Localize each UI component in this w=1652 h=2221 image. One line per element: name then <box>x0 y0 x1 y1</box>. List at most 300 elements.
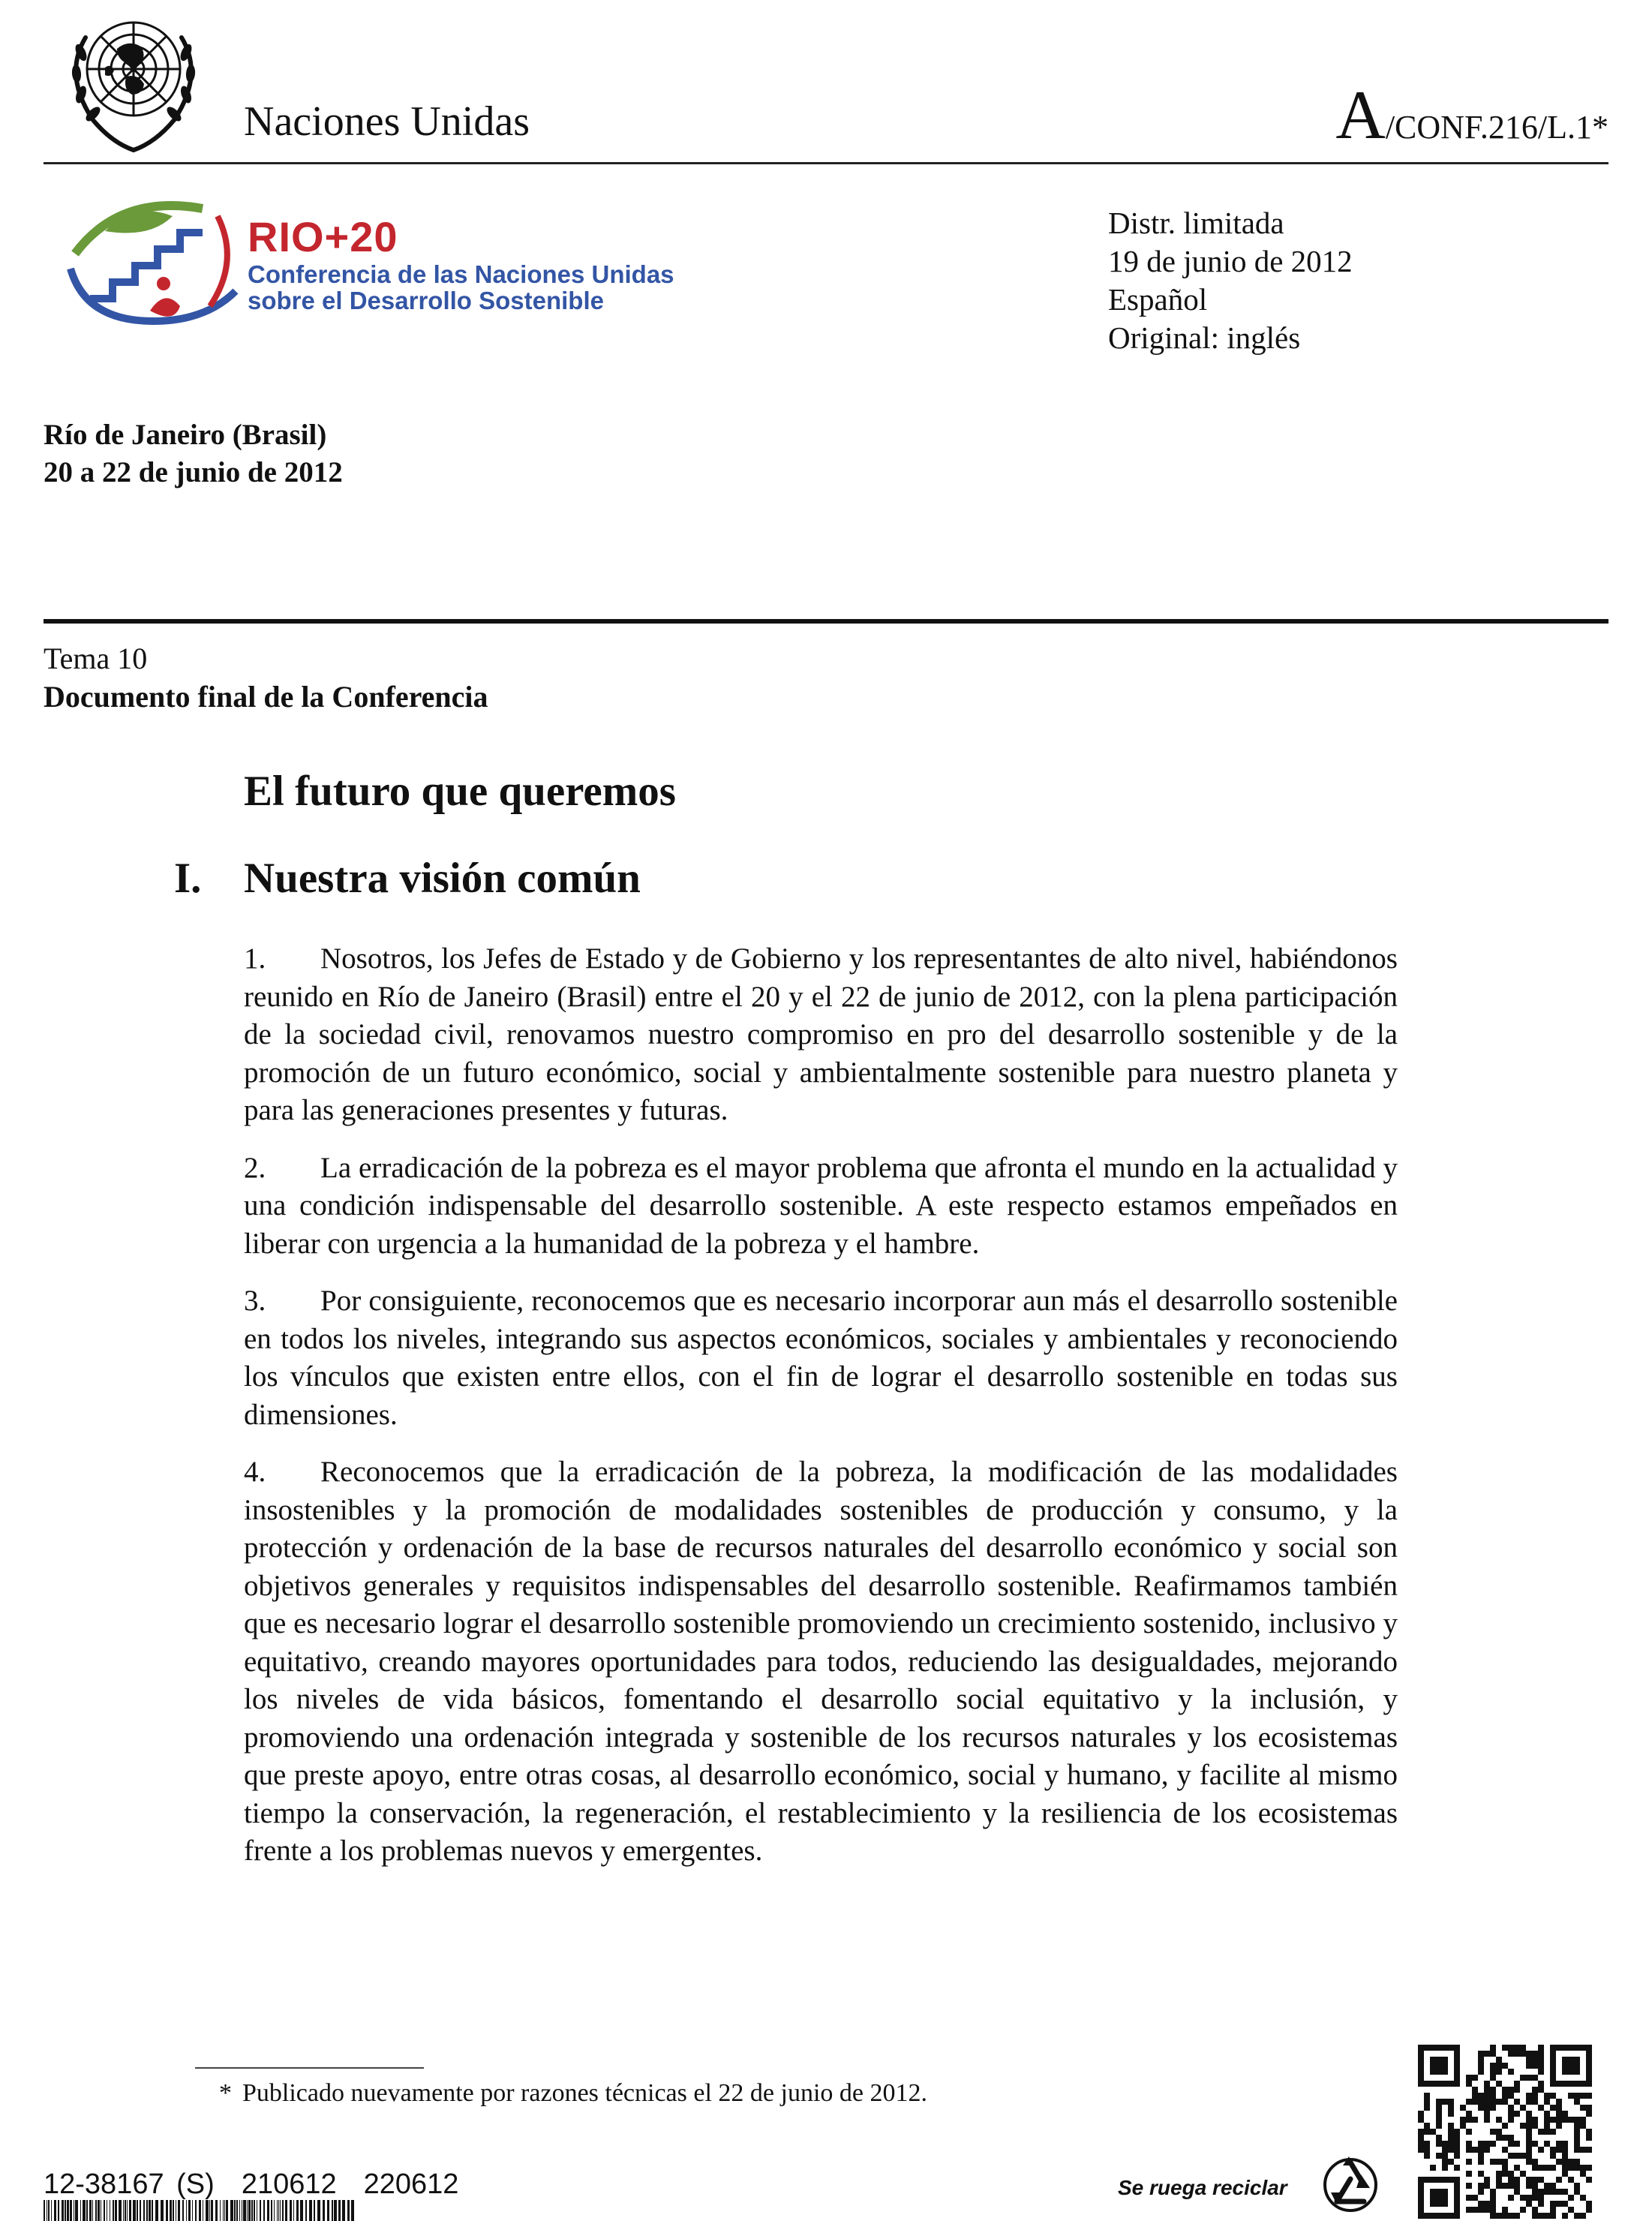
qr-module <box>1574 2069 1580 2075</box>
section-divider <box>44 619 1608 624</box>
qr-module <box>1448 2045 1454 2051</box>
qr-module <box>1556 2147 1562 2153</box>
qr-module <box>1544 2165 1550 2171</box>
organization-name: Naciones Unidas <box>244 98 530 145</box>
paragraph-2 <box>244 1150 1398 1264</box>
qr-module <box>1550 2063 1556 2069</box>
qr-module <box>1430 2165 1436 2171</box>
qr-module <box>1562 2153 1568 2159</box>
qr-module <box>1508 2183 1514 2189</box>
qr-module <box>1568 2081 1574 2087</box>
qr-module <box>1454 2207 1460 2213</box>
barcode-bar <box>271 2200 272 2221</box>
qr-module <box>1580 2171 1586 2177</box>
qr-module <box>1418 2117 1424 2123</box>
qr-module <box>1550 2129 1556 2135</box>
qr-module <box>1478 2171 1484 2177</box>
qr-module <box>1514 2153 1520 2159</box>
qr-module <box>1466 2195 1472 2201</box>
qr-module <box>1574 2063 1580 2069</box>
qr-module <box>1586 2045 1592 2051</box>
barcode-bar <box>293 2200 294 2221</box>
qr-module <box>1478 2141 1484 2147</box>
qr-module <box>1526 2147 1532 2153</box>
qr-module <box>1556 2081 1562 2087</box>
qr-module <box>1472 2099 1478 2105</box>
qr-module <box>1478 2147 1484 2153</box>
qr-module <box>1502 2135 1508 2141</box>
qr-module <box>1466 2141 1472 2147</box>
barcode-bar <box>211 2200 213 2221</box>
qr-module <box>1454 2057 1460 2063</box>
qr-module <box>1418 2063 1424 2069</box>
qr-module <box>1430 2129 1436 2135</box>
qr-module <box>1580 2147 1586 2153</box>
qr-module <box>1520 2105 1526 2111</box>
barcode-bar <box>277 2200 278 2221</box>
qr-module <box>1436 2153 1442 2159</box>
barcode-bar <box>247 2200 248 2221</box>
qr-module <box>1526 2195 1532 2201</box>
qr-module <box>1442 2177 1448 2183</box>
qr-module <box>1418 2141 1424 2147</box>
qr-module <box>1568 2159 1574 2165</box>
qr-module <box>1418 2111 1424 2117</box>
qr-module <box>1442 2159 1448 2165</box>
qr-module <box>1532 2213 1538 2219</box>
qr-module <box>1436 2117 1442 2123</box>
qr-module <box>1562 2081 1568 2087</box>
qr-module <box>1454 2147 1460 2153</box>
qr-module <box>1496 2117 1502 2123</box>
barcode-bar <box>44 2200 45 2221</box>
qr-module <box>1418 2135 1424 2141</box>
qr-module <box>1424 2213 1430 2219</box>
qr-module <box>1556 2177 1562 2183</box>
qr-module <box>1502 2087 1508 2093</box>
qr-module <box>1490 2045 1496 2051</box>
qr-module <box>1532 2207 1538 2213</box>
barcode-bar <box>251 2200 253 2221</box>
qr-module <box>1544 2183 1550 2189</box>
paragraph-4 <box>244 1453 1398 1871</box>
qr-module <box>1436 2213 1442 2219</box>
qr-module <box>1544 2189 1550 2195</box>
qr-module <box>1532 2123 1538 2129</box>
barcode-bar <box>195 2200 197 2221</box>
barcode-bar <box>263 2200 265 2221</box>
barcode-bar <box>80 2200 81 2221</box>
qr-module <box>1424 2081 1430 2087</box>
qr-module <box>1514 2177 1520 2183</box>
qr-module <box>1418 2201 1424 2207</box>
qr-module <box>1478 2153 1484 2159</box>
qr-module <box>1556 2123 1562 2129</box>
qr-module <box>1448 2135 1454 2141</box>
barcode-bar <box>305 2200 307 2221</box>
barcode-bar <box>351 2200 354 2221</box>
qr-module <box>1442 2195 1448 2201</box>
qr-module <box>1562 2159 1568 2165</box>
qr-module <box>1586 2135 1592 2141</box>
qr-module <box>1568 2207 1574 2213</box>
qr-module <box>1424 2153 1430 2159</box>
qr-module <box>1442 2201 1448 2207</box>
agenda-title: Documento final de la Conferencia <box>44 680 488 714</box>
qr-module <box>1508 2069 1514 2075</box>
footnote-mark: * <box>219 2079 232 2107</box>
qr-module <box>1466 2147 1472 2153</box>
qr-module <box>1442 2189 1448 2195</box>
barcode-bar <box>236 2200 238 2221</box>
barcode-bar <box>75 2200 78 2221</box>
header-divider <box>44 162 1608 164</box>
job-date1: 210612 <box>241 2168 337 2200</box>
qr-module <box>1454 2213 1460 2219</box>
barcode-bar <box>338 2200 341 2221</box>
qr-module <box>1508 2171 1514 2177</box>
barcode-bar <box>129 2200 131 2221</box>
qr-module <box>1418 2183 1424 2189</box>
qr-module <box>1502 2093 1508 2099</box>
barcode-bar <box>327 2200 329 2221</box>
qr-module <box>1526 2123 1532 2129</box>
barcode-bar <box>309 2200 312 2221</box>
barcode-bar <box>170 2200 172 2221</box>
barcode-bar <box>199 2200 201 2221</box>
qr-module <box>1490 2105 1496 2111</box>
qr-module <box>1484 2147 1490 2153</box>
qr-module <box>1568 2117 1574 2123</box>
qr-module <box>1562 2165 1568 2171</box>
qr-module <box>1556 2117 1562 2123</box>
job-code: 12-38167 (S) <box>44 2168 215 2200</box>
rio20-title: RIO+20 <box>248 213 398 260</box>
qr-module <box>1484 2087 1490 2093</box>
barcode-bar <box>127 2200 128 2221</box>
qr-module <box>1574 2189 1580 2195</box>
barcode-bar <box>239 2200 240 2221</box>
qr-module <box>1502 2123 1508 2129</box>
qr-module <box>1424 2141 1430 2147</box>
rio20-subtitle-line1: Conferencia de las Naciones Unidas <box>248 260 674 288</box>
qr-module <box>1532 2189 1538 2195</box>
qr-module <box>1448 2099 1454 2105</box>
qr-module <box>1532 2093 1538 2099</box>
qr-module <box>1436 2195 1442 2201</box>
qr-module <box>1490 2195 1496 2201</box>
barcode-bar <box>188 2200 191 2221</box>
qr-module <box>1532 2099 1538 2105</box>
qr-module <box>1430 2189 1436 2195</box>
barcode-bar <box>133 2200 136 2221</box>
qr-module <box>1520 2075 1526 2081</box>
qr-module <box>1484 2105 1490 2111</box>
qr-module <box>1424 2177 1430 2183</box>
qr-module <box>1538 2057 1544 2063</box>
barcode-bar <box>173 2200 174 2221</box>
paragraph-1 <box>244 940 1398 1130</box>
barcode-bar <box>280 2200 281 2221</box>
barcode-bar <box>215 2200 218 2221</box>
qr-module <box>1502 2063 1508 2069</box>
qr-module <box>1502 2147 1508 2153</box>
qr-module <box>1424 2093 1430 2099</box>
footnote <box>219 2079 927 2108</box>
qr-module <box>1478 2159 1484 2165</box>
barcode-bar <box>51 2200 52 2221</box>
qr-module <box>1454 2177 1460 2183</box>
qr-module <box>1580 2213 1586 2219</box>
paragraph-text: Nosotros, los Jefes de Estado y de Gobierno y los representantes de alto nivel, habiéndonos reunido en Río de Janeiro (Brasil) entre el 20 y el 22 de junio de 2012, con la plena participación de la sociedad civil, renovamos nuestro compromiso en pro del desarrollo sostenible y de la promoción de un futuro económico, social y ambientalmente sostenible para nuestro planeta y para las generaciones presentes y futuras. <box>244 942 1398 1126</box>
qr-module <box>1454 2141 1460 2147</box>
qr-module <box>1478 2099 1484 2105</box>
qr-module <box>1490 2069 1496 2075</box>
qr-module <box>1490 2129 1496 2135</box>
qr-module <box>1418 2213 1424 2219</box>
qr-module <box>1532 2165 1538 2171</box>
rio20-subtitle-line2: sobre el Desarrollo Sostenible <box>248 287 604 314</box>
qr-module <box>1430 2177 1436 2183</box>
qr-module <box>1586 2057 1592 2063</box>
qr-module <box>1424 2105 1430 2111</box>
barcode-bar <box>314 2200 315 2221</box>
qr-module <box>1568 2045 1574 2051</box>
qr-module <box>1454 2153 1460 2159</box>
qr-module <box>1550 2207 1556 2213</box>
barcode-bar <box>285 2200 287 2221</box>
qr-module <box>1466 2099 1472 2105</box>
qr-module <box>1496 2099 1502 2105</box>
qr-module <box>1496 2213 1502 2219</box>
barcode-bar <box>149 2200 151 2221</box>
qr-module <box>1436 2105 1442 2111</box>
symbol-rest: /CONF.216/L.1* <box>1385 109 1608 146</box>
qr-module <box>1526 2159 1532 2165</box>
qr-module <box>1430 2201 1436 2207</box>
qr-module <box>1490 2207 1496 2213</box>
qr-module <box>1436 2141 1442 2147</box>
barcode-bar <box>223 2200 224 2221</box>
qr-module <box>1508 2117 1514 2123</box>
qr-module <box>1580 2045 1586 2051</box>
qr-module <box>1556 2189 1562 2195</box>
qr-module <box>1448 2159 1454 2165</box>
qr-module <box>1508 2093 1514 2099</box>
qr-module <box>1472 2093 1478 2099</box>
qr-module <box>1496 2159 1502 2165</box>
qr-module <box>1490 2201 1496 2207</box>
qr-module <box>1448 2147 1454 2153</box>
qr-module <box>1484 2177 1490 2183</box>
qr-module <box>1424 2129 1430 2135</box>
qr-module <box>1532 2195 1538 2201</box>
paragraph-number: 2. <box>244 1151 266 1184</box>
qr-module <box>1484 2207 1490 2213</box>
barcode-bar <box>98 2200 100 2221</box>
qr-module <box>1460 2117 1466 2123</box>
qr-module <box>1538 2189 1544 2195</box>
job-number <box>44 2168 485 2201</box>
qr-module <box>1526 2051 1532 2057</box>
qr-module <box>1490 2189 1496 2195</box>
qr-module <box>1514 2213 1520 2219</box>
qr-module <box>1478 2207 1484 2213</box>
qr-module <box>1430 2057 1436 2063</box>
qr-module <box>1574 2129 1580 2135</box>
barcode-bar <box>70 2200 72 2221</box>
qr-module <box>1424 2123 1430 2129</box>
barcode-bar <box>54 2200 56 2221</box>
qr-module <box>1484 2141 1490 2147</box>
qr-module <box>1496 2129 1502 2135</box>
barcode-bar <box>282 2200 284 2221</box>
qr-module <box>1532 2177 1538 2183</box>
qr-module <box>1526 2135 1532 2141</box>
qr-module <box>1526 2201 1532 2207</box>
qr-module <box>1562 2189 1568 2195</box>
barcode-bar <box>83 2200 86 2221</box>
qr-module <box>1586 2063 1592 2069</box>
qr-module <box>1502 2045 1508 2051</box>
qr-module <box>1550 2075 1556 2081</box>
qr-module <box>1418 2045 1424 2051</box>
qr-module <box>1574 2135 1580 2141</box>
qr-module <box>1478 2201 1484 2207</box>
qr-module <box>1508 2195 1514 2201</box>
qr-module <box>1532 2057 1538 2063</box>
barcode-bar <box>125 2200 126 2221</box>
qr-module <box>1574 2165 1580 2171</box>
qr-module <box>1484 2051 1490 2057</box>
un-emblem-icon <box>44 8 224 158</box>
qr-module <box>1520 2045 1526 2051</box>
qr-module <box>1556 2045 1562 2051</box>
qr-module <box>1550 2081 1556 2087</box>
barcode-bar <box>226 2200 228 2221</box>
qr-module <box>1478 2051 1484 2057</box>
qr-module <box>1478 2189 1484 2195</box>
qr-module <box>1454 2165 1460 2171</box>
qr-module <box>1442 2099 1448 2105</box>
section-title: Nuestra visión común <box>244 855 641 902</box>
qr-module <box>1568 2093 1574 2099</box>
qr-module <box>1526 2141 1532 2147</box>
qr-module <box>1490 2159 1496 2165</box>
qr-module <box>1436 2063 1442 2069</box>
qr-module <box>1532 2051 1538 2057</box>
qr-module <box>1556 2141 1562 2147</box>
qr-module <box>1526 2099 1532 2105</box>
qr-module <box>1442 2153 1448 2159</box>
qr-module <box>1436 2189 1442 2195</box>
qr-module <box>1490 2093 1496 2099</box>
qr-module <box>1562 2141 1568 2147</box>
qr-module <box>1508 2051 1514 2057</box>
qr-module <box>1430 2213 1436 2219</box>
qr-module <box>1496 2135 1502 2141</box>
qr-module <box>1574 2123 1580 2129</box>
venue-block <box>44 416 343 491</box>
qr-module <box>1490 2141 1496 2147</box>
qr-module <box>1568 2177 1574 2183</box>
distribution-original: Original: inglés <box>1108 320 1301 355</box>
qr-module <box>1514 2189 1520 2195</box>
qr-module <box>1520 2171 1526 2177</box>
qr-module <box>1436 2201 1442 2207</box>
qr-module <box>1562 2147 1568 2153</box>
qr-module <box>1508 2213 1514 2219</box>
qr-module <box>1538 2063 1544 2069</box>
qr-module <box>1472 2117 1478 2123</box>
recycle-text: Se ruega reciclar <box>1118 2176 1287 2199</box>
barcode-bar <box>224 2200 225 2221</box>
qr-module <box>1436 2081 1442 2087</box>
section-number: I. <box>174 855 202 902</box>
barcode-bar <box>161 2200 164 2221</box>
qr-module <box>1550 2153 1556 2159</box>
qr-module <box>1550 2189 1556 2195</box>
qr-module <box>1478 2105 1484 2111</box>
qr-module <box>1574 2093 1580 2099</box>
barcode-bar <box>123 2200 124 2221</box>
qr-module <box>1574 2147 1580 2153</box>
qr-module <box>1418 2075 1424 2081</box>
qr-module <box>1544 2123 1550 2129</box>
qr-module <box>1562 2171 1568 2177</box>
qr-module <box>1448 2129 1454 2135</box>
qr-module <box>1580 2117 1586 2123</box>
qr-module <box>1490 2063 1496 2069</box>
qr-module <box>1544 2141 1550 2147</box>
barcode-bar <box>243 2200 246 2221</box>
qr-module <box>1466 2159 1472 2165</box>
qr-module <box>1580 2195 1586 2201</box>
qr-module <box>1526 2093 1532 2099</box>
qr-module <box>1484 2081 1490 2087</box>
qr-module <box>1526 2129 1532 2135</box>
qr-module <box>1418 2081 1424 2087</box>
barcode-bar <box>178 2200 180 2221</box>
qr-module <box>1442 2063 1448 2069</box>
qr-module <box>1418 2177 1424 2183</box>
qr-module <box>1538 2195 1544 2201</box>
qr-module <box>1544 2099 1550 2105</box>
qr-module <box>1562 2057 1568 2063</box>
qr-module <box>1520 2207 1526 2213</box>
paragraph-number: 3. <box>244 1285 266 1317</box>
qr-module <box>1502 2165 1508 2171</box>
barcode-bar <box>95 2200 97 2221</box>
qr-module <box>1544 2117 1550 2123</box>
qr-module <box>1586 2105 1592 2111</box>
qr-module <box>1418 2207 1424 2213</box>
qr-module <box>1442 2045 1448 2051</box>
qr-module <box>1454 2201 1460 2207</box>
qr-module <box>1466 2129 1472 2135</box>
qr-module <box>1586 2147 1592 2153</box>
barcode-bar <box>209 2200 210 2221</box>
qr-module <box>1562 2201 1568 2207</box>
qr-module <box>1514 2051 1520 2057</box>
qr-module <box>1502 2099 1508 2105</box>
qr-module <box>1586 2093 1592 2099</box>
distribution-date: 19 de junio de 2012 <box>1108 244 1353 278</box>
qr-module <box>1550 2147 1556 2153</box>
qr-module <box>1574 2159 1580 2165</box>
barcode-bar <box>155 2200 158 2221</box>
qr-module <box>1502 2207 1508 2213</box>
